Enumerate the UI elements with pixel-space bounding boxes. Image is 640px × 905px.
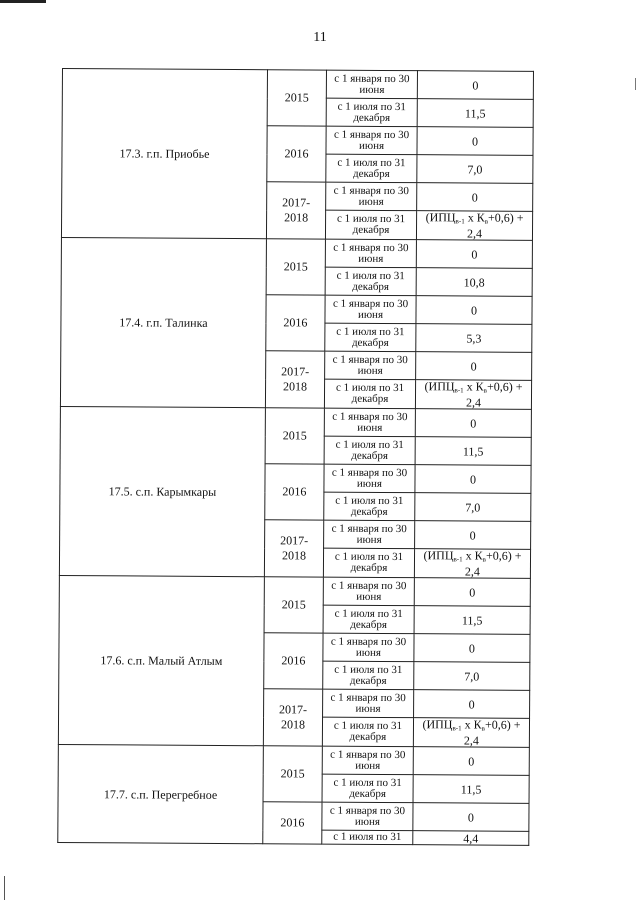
tariff-formula: ($ИПЦ_{в-1}$ х $К_в+0,6) + 2,4$	[422, 717, 521, 748]
scan-edge-mark	[0, 0, 46, 3]
period-cell: с 1 июля по 31 декабря	[324, 436, 415, 465]
value-cell	[414, 549, 530, 579]
year-cell: 2017- 2018	[263, 689, 322, 746]
period-cell: с 1 января по 30 июня	[326, 126, 417, 155]
value-cell: 0	[414, 578, 530, 607]
year-cell: 2016	[266, 295, 325, 351]
tariff-formula: ($ИПЦ_{в-1}$ х $К_в+0,6) + 2,4$	[424, 379, 523, 410]
value-cell: 0	[416, 296, 532, 325]
value-cell	[416, 211, 532, 241]
table-row	[58, 744, 529, 775]
period-cell: с 1 июля по 31 декабря	[324, 492, 415, 521]
table-row	[60, 406, 531, 437]
year-cell: 2017- 2018	[264, 520, 323, 577]
value-cell: 0	[414, 634, 530, 663]
value-cell: 0	[417, 183, 533, 212]
table-row	[61, 237, 532, 268]
period-cell: с 1 июля по 31 декабря	[325, 210, 416, 240]
value-cell: 0	[415, 465, 531, 494]
value-cell: 5,3	[416, 324, 532, 353]
value-cell: 7,0	[414, 662, 530, 691]
period-cell: с 1 июля по 31 декабря	[323, 605, 414, 634]
value-cell: 11,5	[415, 437, 531, 466]
scan-edge-mark	[635, 78, 636, 90]
period-cell: с 1 января по 30 июня	[326, 70, 417, 99]
period-cell: с 1 июля по 31	[322, 830, 413, 845]
page-number: 11	[313, 30, 327, 45]
period-cell: с 1 июля по 31 декабря	[322, 774, 413, 803]
period-cell: с 1 июля по 31 декабря	[326, 154, 417, 183]
value-cell: 0	[417, 127, 533, 156]
tariff-table	[57, 68, 534, 846]
year-cell: 2015	[267, 70, 326, 126]
period-cell: с 1 января по 30 июня	[325, 295, 416, 324]
value-cell: 0	[417, 71, 533, 100]
value-cell: 0	[413, 747, 529, 776]
period-cell: с 1 июля по 31 декабря	[326, 98, 417, 127]
period-cell: с 1 января по 30 июня	[323, 689, 414, 718]
period-cell: с 1 января по 30 июня	[324, 408, 415, 437]
period-cell: с 1 января по 30 июня	[325, 351, 416, 380]
value-cell: 0	[416, 352, 532, 381]
period-cell: с 1 июля по 31 декабря	[325, 267, 416, 296]
period-cell: с 1 января по 30 июня	[324, 520, 415, 549]
period-cell: с 1 июля по 31 декабря	[323, 661, 414, 690]
year-cell: 2017- 2018	[265, 351, 324, 408]
scan-edge-mark	[4, 876, 5, 900]
settlement-name: 17.4. г.п. Талинка	[60, 237, 266, 407]
year-cell: 2015	[264, 577, 323, 633]
year-cell: 2017- 2018	[266, 182, 325, 239]
value-cell: 0	[413, 803, 529, 832]
value-cell: 10,8	[416, 268, 532, 297]
tariff-formula: ($ИПЦ_{в-1}$ х $К_в+0,6) + 2,4$	[425, 210, 524, 241]
period-cell: с 1 июля по 31 декабря	[323, 548, 414, 578]
table-row	[59, 575, 530, 606]
value-cell	[413, 718, 529, 748]
period-cell: с 1 января по 30 июня	[325, 239, 416, 268]
value-cell: 0	[415, 521, 531, 550]
period-cell: с 1 января по 30 июня	[322, 802, 413, 831]
year-cell: 2016	[263, 802, 322, 844]
year-cell: 2015	[263, 746, 322, 802]
period-cell: с 1 января по 30 июня	[322, 746, 413, 775]
value-cell: 0	[416, 240, 532, 269]
year-cell: 2015	[265, 408, 324, 464]
year-cell: 2016	[267, 126, 326, 182]
value-cell: 7,0	[417, 155, 533, 184]
value-cell: 11,5	[414, 606, 530, 635]
period-cell: с 1 июля по 31 декабря	[322, 717, 413, 747]
tariff-formula: ($ИПЦ_{в-1}$ х $К_в+0,6) + 2,4$	[423, 548, 522, 579]
settlement-name: 17.7. с.п. Перегребное	[58, 744, 264, 843]
year-cell: 2016	[265, 464, 324, 520]
period-cell: с 1 января по 30 июня	[323, 577, 414, 606]
table-row	[62, 69, 533, 100]
period-cell: с 1 июля по 31 декабря	[325, 323, 416, 352]
tariff-table-body	[58, 69, 534, 846]
value-cell: 11,5	[413, 775, 529, 804]
period-cell: с 1 января по 30 июня	[324, 464, 415, 493]
year-cell: 2016	[264, 633, 323, 689]
period-cell: с 1 января по 30 июня	[323, 633, 414, 662]
year-cell: 2015	[266, 239, 325, 295]
value-cell: 0	[415, 409, 531, 438]
value-cell: 7,0	[415, 493, 531, 522]
settlement-name: 17.6. с.п. Малый Атлым	[58, 575, 264, 745]
period-cell: с 1 января по 30 июня	[326, 182, 417, 211]
value-cell	[415, 380, 531, 410]
settlement-name: 17.5. с.п. Карымкары	[59, 406, 265, 576]
value-cell: 11,5	[417, 99, 533, 128]
period-cell: с 1 июля по 31 декабря	[324, 379, 415, 409]
value-cell: 0	[414, 690, 530, 719]
value-cell: 4,4	[413, 831, 529, 846]
settlement-name: 17.3. г.п. Приобье	[61, 69, 267, 239]
